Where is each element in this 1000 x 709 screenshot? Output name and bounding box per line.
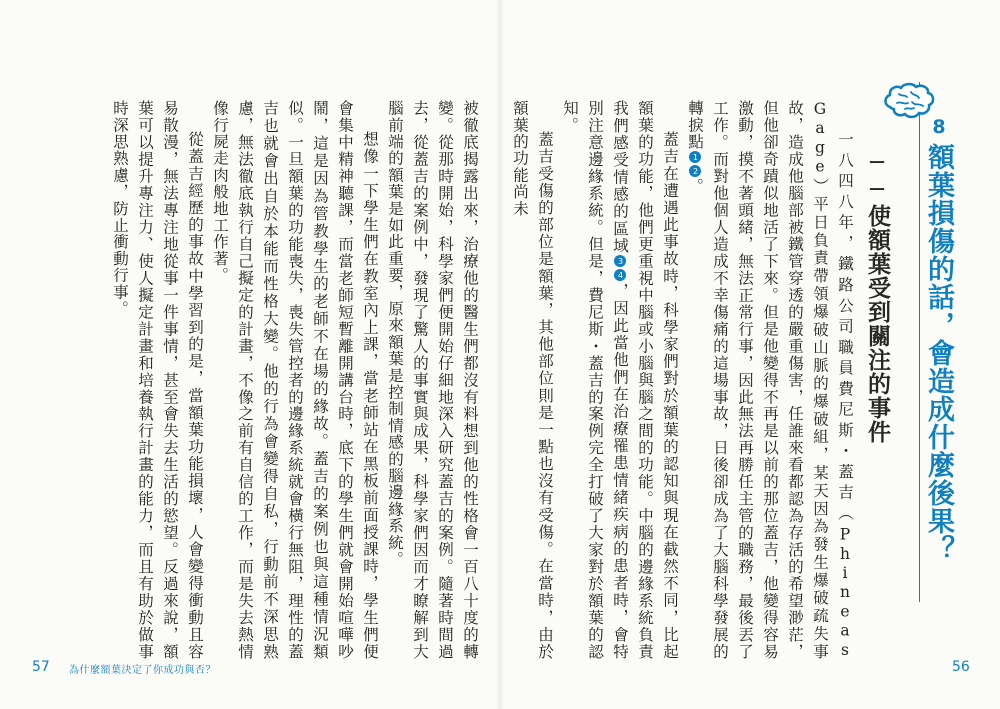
brain-icon	[882, 82, 936, 120]
left-paragraph-1: 被徹底揭露出來，治療他的醫生們都沒有料想到他的性格會一百八十度的轉變。從那時開始，科學家們便開始仔細地深入研究蓋吉的案例。隨著時間過去，從蓋吉的案例中，發現了驚人的事實與成果，科學家們因而才瞭解到大腦前端的額葉是如此重要，原來額葉是控制情感的腦邊緣系統。	[386, 100, 479, 660]
chapter-subtitle: ──使額葉受到關注的事件	[864, 150, 890, 444]
reference-badge: 4	[616, 270, 625, 280]
right-paragraph-2	[557, 100, 682, 660]
right-page-body	[513, 100, 857, 660]
right-paragraph-2-text: 蓋吉在遭遇此事故時，科學家們對於額葉的認知與現在截然不同，比起額葉的功能，他們更重視中腦或小腦與腦之間的功能。中腦的邊緣系統負責我們感受情感的區域	[611, 100, 679, 660]
right-paragraph-3: 蓋吉受傷的部位是額葉，其他部位則是一點也沒有受傷。在當時，由於額葉的功能尚未	[511, 100, 554, 660]
running-head: 為什麼額葉決定了你成功與否？	[69, 665, 216, 676]
right-paragraph-2-tail: ，因此當他們在治療罹患情緒疾病的患者時，會特別注意邊緣系統。但是，費尼斯・蓋吉的案例完全打破了大家對於額葉的認知。	[561, 100, 629, 660]
chapter-title-rule	[919, 82, 920, 602]
reference-badge: 2	[691, 166, 700, 176]
left-page-number: 57	[32, 659, 50, 675]
reference-badge: 3	[616, 256, 625, 266]
chapter-number: 8	[932, 116, 946, 138]
left-paragraph-2: 想像一下學生們在教室內上課，當老師站在黑板前面授課時，學生們便會集中精神聽課，而當老師短暫離開講台時，底下的學生們就會開始喧嘩吵鬧，這是因為管教學生的老師不在場的緣故。蓋吉的案例也與這種情況類似。一旦額葉的功能喪失，喪失管控者的邊緣系統就會橫行無阻，理性的蓋吉也就會出自於本能而性格大變。他的行為會變得自私，行動前不深思熟慮，無法徹底執行自己擬定的計畫，不像之前有自信的工作，而是失去熱情像行屍走肉般地工作著。	[211, 100, 379, 660]
left-paragraph-3: 從蓋吉經歷的事故中學習到的是，當額葉功能損壞，人會變得衝動且容易散漫，無法專注地從事一件事情，甚至會失去生活的慾望。反過來說，額葉可以提升專注力、使人擬定計畫和培養執行計畫的能力，而且有助於做事時深思熟慮，防止衝動行事。	[111, 100, 204, 660]
right-page-number: 56	[952, 659, 970, 675]
left-page-body	[27, 100, 482, 660]
reference-badge: 1	[691, 152, 700, 162]
chapter-title: 額葉損傷的話，會造成什麼後果？	[923, 143, 954, 563]
right-paragraph-1-text: 一八四八年，鐵路公司職員費尼斯・蓋吉（Phineas Gage）平日負責帶領爆破山脈的爆破組，某天因為發生爆破疏失事故，造成他腦部被鐵管穿透的嚴重傷害，任誰來看都認為存活的希望渺茫，但他卻奇蹟似地活了下來。但是他變得不再是以前的那位蓋吉，他變得容易激動，摸不著頭緒，無法正常行事，因此無法再勝任主管的職務，最後丟了工作。而對他個人造成不幸傷痛的這場事故，日後卻成為了大腦科學發展的轉捩點	[686, 100, 854, 660]
right-paragraph-1: 一八四八年，鐵路公司職員費尼斯・蓋吉（Phineas Gage）平日負責帶領爆破山脈的爆破組，某天因為發生爆破疏失事故，造成他腦部被鐵管穿透的嚴重傷害，任誰來看都認為存活的希望渺茫，但他卻奇蹟似地活了下來。但是他變得不再是以前的那位蓋吉，他變得容易激動，摸不著頭緒，無法正常行事，因此無法再勝任主管的職務，最後丟了工作。而對他個人造成不幸傷痛的這場事故，日後卻成為了大腦科學發展的轉捩點12。	[686, 100, 854, 660]
